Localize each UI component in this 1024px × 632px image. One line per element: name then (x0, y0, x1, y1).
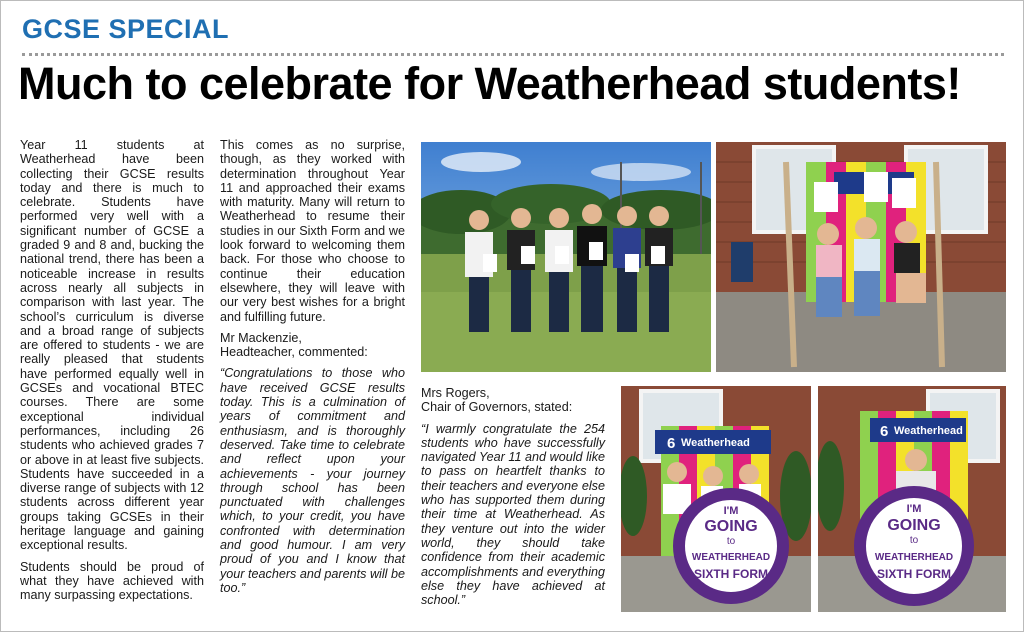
intro-paragraph: Year 11 students at Weatherhead have been collecting their GCSE results today and there is much to celebrate. Students have performed very well with a significant number of GCSE a graded 9 and 8 and, bucking the national trend, there has been a noticeable increase in results across nearly all subjects in comparison with last year. The school’s curriculum is diverse and a broad range of subjects are offered to students - we are really pleased that students have performed equally well in GCSEs and vocational BTEC courses. There are some exceptional individual performances, including 26 students who achieved grades 7 or above in at least five subjects. Students have succeeded in a diverse range of subjects with 12 students across different year groups taking GCSEs in their heritage language and gaining exceptional results. (20, 138, 204, 553)
governor-name: Mrs Rogers, (421, 386, 490, 400)
sign-line-1: I'M (723, 505, 739, 517)
sign-line-3: to (726, 536, 736, 547)
photo-group-field (421, 142, 711, 372)
dotted-divider (22, 53, 1004, 56)
chair-brand-name-2: Weatherhead (894, 425, 963, 437)
sign-line-5: SIXTH FORM (694, 567, 768, 581)
article-column-1 (20, 138, 204, 610)
headline: Much to celebrate for Weatherhead students! (18, 58, 961, 109)
chair-brand-number: 6 (667, 435, 676, 452)
photo-sign-boy (818, 386, 1006, 612)
sign-b-line-1: I'M (906, 503, 922, 515)
governor-role: Chair of Governors, stated: (421, 400, 573, 415)
sign-line-4: WEATHERHEAD (691, 552, 771, 563)
section-label: GCSE SPECIAL (22, 14, 230, 44)
closing-paragraph: Students should be proud of what they have achieved with many surpassing expectations. (20, 559, 204, 603)
continuation-paragraph: This comes as no surprise, though, as they worked with determination throughout Year 11 and approached their exams with maturity. Many will return to Weatherhead to resume their studies in our Sixth Form and we look forward to welcoming them back. For those who choose to continue their education elsewhere, they will leave with our very best wishes for a bright and fulfilling future. (220, 138, 405, 324)
article-column-3 (421, 386, 605, 614)
chair-brand-name: Weatherhead (681, 437, 750, 449)
sign-b-line-5: SIXTH FORM (877, 567, 951, 581)
sign-b-line-2: GOING (887, 517, 941, 534)
photo-sign-trio (621, 386, 811, 612)
sign-b-line-4: WEATHERHEAD (874, 552, 954, 563)
sign-line-2: GOING (704, 518, 758, 535)
headteacher-quote: “Congratulations to those who have received GCSE results today. This is a culmination of years of commitment and enthusiasm, and is thoroughly deserved. Take time to celebrate and reflect upon your achievements - your journey through school has been punctuated with challenges which, to your credit, you have confronted with determination and good humour. I am very proud of you and I know that your teachers and parents will be too.” (220, 366, 405, 595)
sign-b-line-3: to (909, 535, 919, 546)
photo-deckchair-trio (716, 142, 1006, 372)
headteacher-name: Mr Mackenzie, (220, 330, 302, 345)
headteacher-role: Headteacher, commented: (220, 345, 368, 360)
governor-quote: “I warmly congratulate the 254 students who have successfully navigated Year 11 and would like to pass on heartfelt thanks to their teachers and everyone else who has supported them during their time at Weatherhead. As they venture out into the wider world, they should take confidence from their academic accomplishments and everything else they have achieved at school.” (421, 421, 605, 608)
article-column-2 (220, 138, 405, 602)
chair-brand-number-2: 6 (880, 423, 889, 440)
